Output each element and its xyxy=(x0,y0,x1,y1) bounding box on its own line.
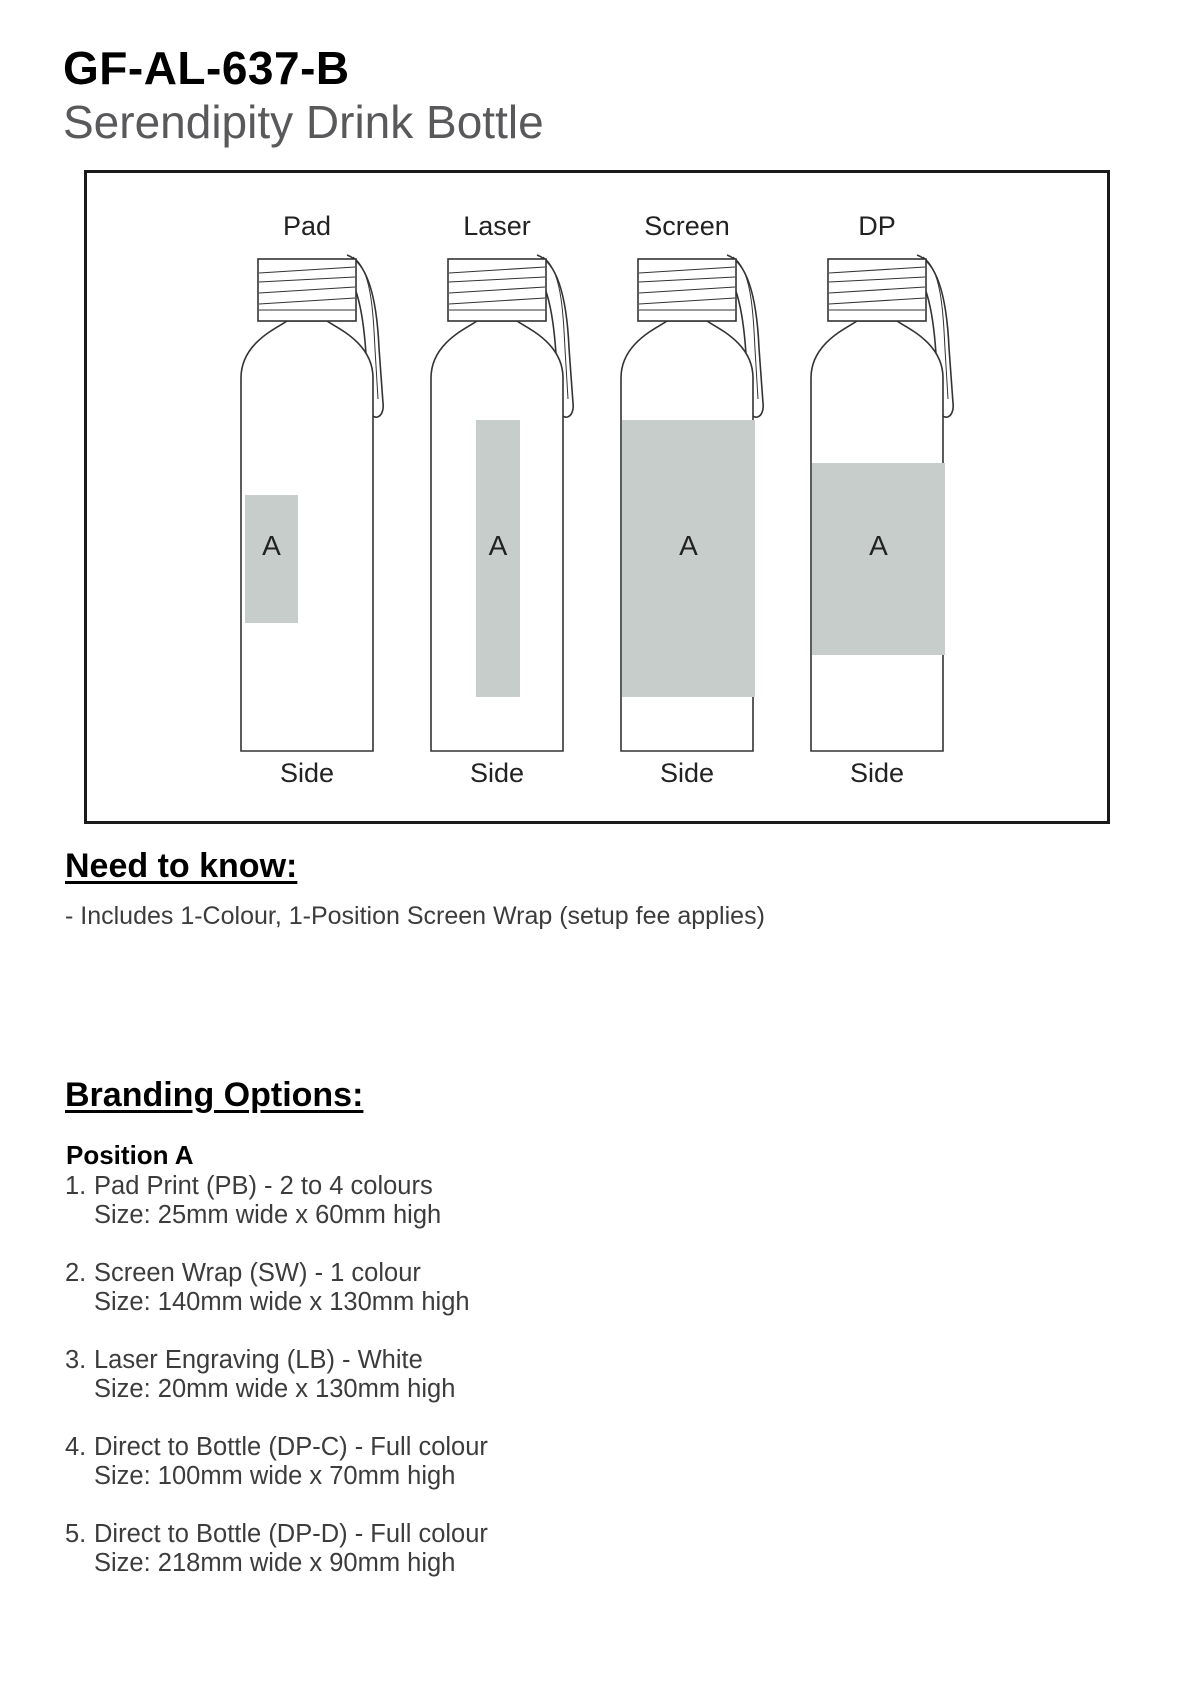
option-number: 5. xyxy=(65,1520,87,1548)
option-name: Screen Wrap (SW) - 1 colour xyxy=(94,1259,421,1287)
branding-options-heading: Branding Options: xyxy=(65,1076,364,1114)
method-label: DP xyxy=(858,211,896,241)
view-label: Side xyxy=(469,758,525,788)
option-name: Direct to Bottle (DP-C) - Full colour xyxy=(94,1433,488,1461)
option-number: 4. xyxy=(65,1433,87,1461)
option-size: Size: 25mm wide x 60mm high xyxy=(94,1201,442,1229)
bottle-pad xyxy=(241,211,383,788)
branding-option xyxy=(65,1259,765,1317)
option-number: 2. xyxy=(65,1259,87,1287)
method-label: Laser xyxy=(463,211,531,241)
option-size: Size: 140mm wide x 130mm high xyxy=(94,1288,470,1316)
product-code: GF-AL-637-B xyxy=(63,42,350,94)
print-area-label: A xyxy=(869,530,888,561)
option-name: Laser Engraving (LB) - White xyxy=(94,1346,423,1374)
print-area-label: A xyxy=(262,530,281,561)
product-title: Serendipity Drink Bottle xyxy=(63,96,544,148)
view-label: Side xyxy=(279,758,335,788)
branding-options-list xyxy=(65,1172,765,1607)
need-to-know-note: - Includes 1-Colour, 1-Position Screen Wrap (setup fee applies) xyxy=(65,902,765,930)
option-name: Direct to Bottle (DP-D) - Full colour xyxy=(94,1520,488,1548)
option-number: 3. xyxy=(65,1346,87,1374)
bottle-dp xyxy=(811,211,953,788)
bottle-laser xyxy=(431,211,573,788)
option-name: Pad Print (PB) - 2 to 4 colours xyxy=(94,1172,433,1200)
branding-option xyxy=(65,1433,765,1491)
option-size: Size: 100mm wide x 70mm high xyxy=(94,1462,456,1490)
view-label: Side xyxy=(849,758,905,788)
bottle-diagrams xyxy=(87,173,1107,821)
branding-option xyxy=(65,1172,765,1230)
option-size: Size: 218mm wide x 90mm high xyxy=(94,1549,456,1577)
print-area-label: A xyxy=(488,530,508,561)
need-to-know-heading: Need to know: xyxy=(65,847,298,885)
option-number: 1. xyxy=(65,1172,87,1200)
bottle-screen xyxy=(621,211,763,788)
method-label: Pad xyxy=(282,211,332,241)
print-area-diagram xyxy=(84,170,1110,824)
option-size: Size: 20mm wide x 130mm high xyxy=(94,1375,456,1403)
print-area-label: A xyxy=(679,530,698,561)
branding-option xyxy=(65,1520,765,1578)
branding-option xyxy=(65,1346,765,1404)
position-label: Position A xyxy=(66,1140,194,1170)
view-label: Side xyxy=(659,758,715,788)
method-label: Screen xyxy=(644,211,730,241)
